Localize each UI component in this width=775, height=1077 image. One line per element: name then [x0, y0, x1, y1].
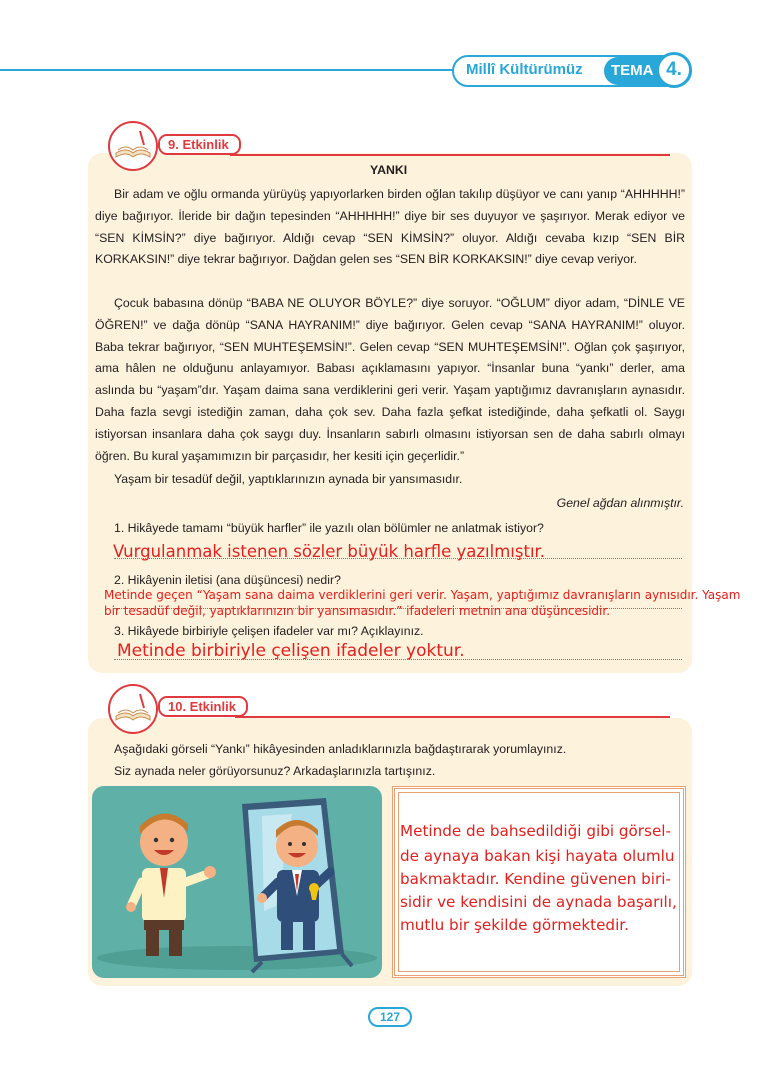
story-title: YANKI: [370, 163, 408, 177]
open-book-icon: [110, 686, 156, 732]
answer-3: Metinde birbiriyle çelişen ifadeler yoktur.: [117, 641, 465, 661]
story-paragraph: Yaşam bir tesadüf değil, yaptıklarınızın aynada bir yansımasıdır.: [114, 472, 463, 486]
theme-title: Millî Kültürümüz: [466, 61, 583, 78]
instruction-line-2: Siz aynada neler görüyorsunuz? Arkadaşlarınızla tartışınız.: [114, 764, 436, 778]
theme-number: 4.: [656, 52, 692, 88]
open-book-icon: [110, 123, 156, 169]
answer-text-line: bakmaktadır. Kendine güvenen biri-: [400, 870, 671, 888]
page-number: 127: [368, 1007, 412, 1027]
answer-text-line: sidir ve kendisini de aynada başarılı,: [400, 893, 677, 911]
answer-text-line: mutlu bir şekilde görmektedir.: [400, 916, 629, 934]
activity-10-label: 10. Etkinlik: [158, 696, 248, 717]
book-icon-circle: [108, 121, 158, 171]
answer-1: Vurgulanmak istenen sözler büyük harfle yazılmıştır.: [113, 542, 546, 561]
activity-9-rule: [230, 154, 670, 156]
question-3: 3. Hikâyede birbiriyle çelişen ifadeler var mı? Açıklayınız.: [114, 624, 424, 638]
header-rule: [0, 69, 470, 71]
answer-text-line: de aynaya bakan kişi hayata olumlu: [400, 847, 675, 865]
answer-text-line: Metinde de bahsedildiği gibi görsel-: [400, 822, 672, 840]
source-note: Genel ağdan alınmıştır.: [556, 496, 684, 510]
man-figure: [126, 813, 216, 956]
activity-9-label: 9. Etkinlik: [158, 134, 241, 155]
question-1: 1. Hikâyede tamamı “büyük harfler” ile yazılı olan bölümler ne anlatmak istiyor?: [114, 521, 544, 535]
theme-word: TEMA: [611, 62, 654, 79]
story-paragraph: Çocuk babasına dönüp “BABA NE OLUYOR BÖYLE?” diye soruyor. “OĞLUM” diyor adam, “DİNLE VE ÖĞREN!” ve dağa dönüp “SANA HAYRANIM!” diye bağırıyor. Gelen cevap “SANA HAYRANIM!” oluyor. Baba tekrar bağırıyor, “SEN MUHTEŞEMSİN!”. Gelen cevap “SEN MUHTEŞEMSİN!”. Oğlan çok şaşırıyor, ama hâlen ne olduğunu anlayamıyor. Babası açıklamasını yapıyor. “İnsanlar buna “yankı” derler, ama aslında bu “yaşam”dır. Yaşam daima sana verdiklerini geri verir. Yaşam yaptığımız davranışların aynasıdır. Daha fazla sevgi istediğin zaman, daha çok sev. Daha fazla şefkat istediğinde, daha şefkatli ol. Saygı istiyorsan insanlara daha çok saygı duy. İnsanların sabırlı olmasını istiyorsan sen de daha sabırlı olmayı öğren. Bu kural yaşamımızın bir parçasıdır, her kesiti için geçerlidir.”: [95, 296, 685, 463]
story-paragraph: Bir adam ve oğlu ormanda yürüyüş yapıyorlarken birden oğlan takılıp düşüyor ve canı yanıp “AHHHHH!” diye bağırıyor. İleride bir dağın tepesinden “AHHHHH!” diye bir ses duyuyor ve şaşırıyor. Merak ediyor ve “SEN KİMSİN?” diye bağırıyor. Aldığı cevap “SEN KİMSİN?” oluyor. Aldığı cevaba kızıp “SEN BİR KORKAKSIN!” diye tekrar bağırıyor. Dağdan gelen ses “SEN BİR KORKAKSIN!” diye cevap veriyor.: [95, 187, 685, 267]
instruction-line-1: Aşağıdaki görseli “Yankı” hikâyesinden anladıklarınızla bağdaştırarak yorumlayınız.: [114, 742, 567, 756]
mirror-illustration: [92, 786, 382, 978]
activity-10-rule: [235, 716, 670, 718]
book-icon-circle: [108, 684, 158, 734]
question-2: 2. Hikâyenin iletisi (ana düşüncesi) nedir?: [114, 573, 341, 587]
answer-2: Metinde geçen “Yaşam sana daima verdiklerini geri verir. Yaşam, yaptığımız davranışların aynısıdır. Yaşam bir tesadüf değil, yaptıklarınızın bir yansımasıdır.” ifadeleri metnin ana düşüncesidir.: [104, 588, 741, 618]
man-and-mirror-image: [92, 786, 382, 978]
